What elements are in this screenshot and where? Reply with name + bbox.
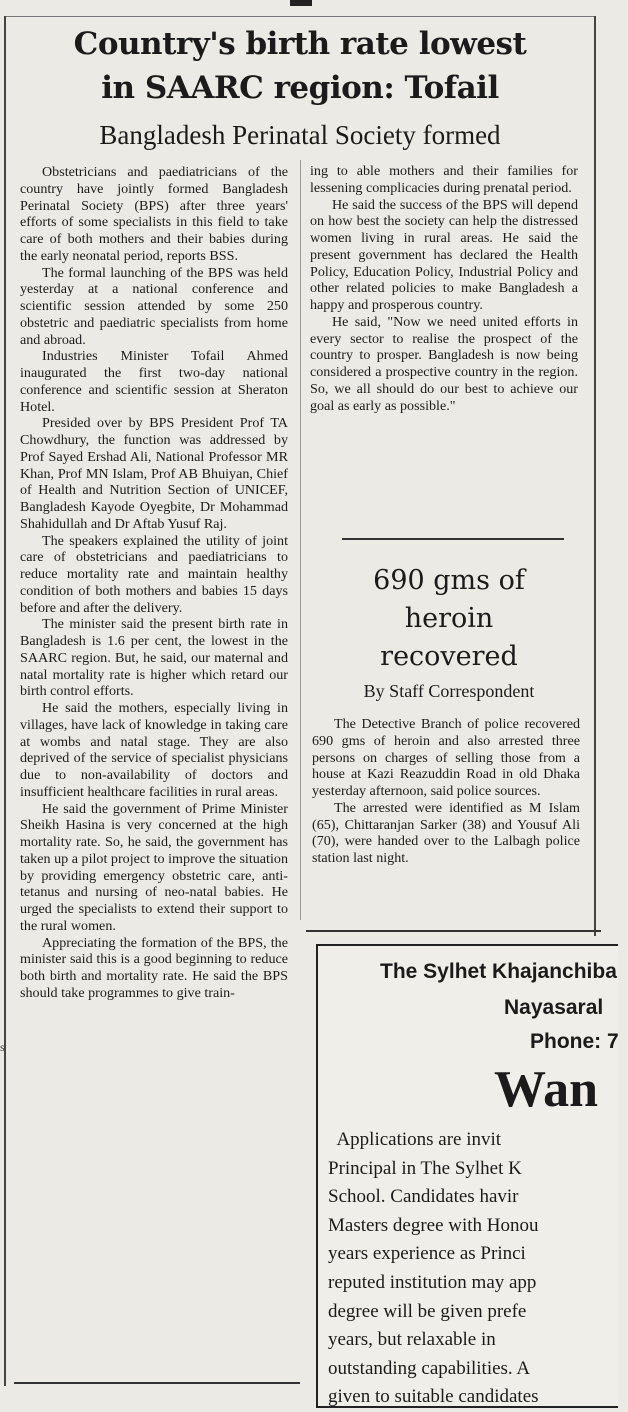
ad-title: Wan: [494, 1061, 599, 1118]
article-paragraph: Presided over by BPS President Prof TA Chowdhury, the function was addressed by Prof Sayed Ershad Ali, National Professor MR Khan, Prof MN Islam, Prof AB Bhuiyan, Chief of Health and Nutrition Section of UNICEF, Bangladesh Kayode Oyegbite, Dr Mohammad Shahidullah and Dr Aftab Yusuf Raj.: [20, 415, 288, 532]
heroin-headline: [318, 562, 580, 676]
article-paragraph: Obstetricians and paediatricians of the country have jointly formed Bangladesh Perinatal Society (BPS) after three years' efforts of some specialists in this field to take care of both mothers and their babies during the early neonatal period, reports BSS.: [20, 164, 288, 264]
heroin-headline-line-2: heroin: [404, 603, 494, 634]
ad-body-line: degree will be given prefe: [328, 1300, 527, 1322]
column-divider: [300, 160, 301, 920]
heroin-paragraph: The arrested were identified as M Islam (65), Chittaranjan Sarker (38) and Yousuf Ali (70), were handed over to the Lalbagh police station last night.: [312, 799, 580, 866]
ad-top-rule: [306, 930, 601, 932]
article-paragraph: He said, "Now we need united efforts in every sector to realise the prospect of the country to prosper. Bangladesh is now being considered a prospective country in the region. So, we all should do our best to achieve our goal as early as possible.": [310, 313, 578, 414]
job-advertisement: [316, 944, 618, 1408]
ad-address: Nayasaral: [504, 996, 604, 1019]
ad-phone: Phone: 7: [530, 1030, 619, 1053]
article-paragraph: The minister said the present birth rate in Bangladesh is 1.6 per cent, the lowest in the SAARC region. But, he said, our maternal and natal mortality rate is higher which retard our birth control efforts.: [20, 616, 288, 700]
article-subhead: Bangladesh Perinatal Society formed: [99, 120, 501, 150]
heroin-paragraph: The Detective Branch of police recovered 690 gms of heroin and also arrested three persons on charges of selling those from a house at Kazi Reazuddin Road in old Dhaka yesterday afternoon, said police sources.: [312, 716, 580, 799]
article-paragraph: Industries Minister Tofail Ahmed inaugurated the first two-day national conference and scientific session at Sheraton Hotel.: [20, 348, 288, 415]
heroin-headline-line-1: 690 gms of: [373, 565, 525, 596]
ad-organization: The Sylhet Khajanchiba: [380, 960, 617, 983]
story-divider: [342, 538, 564, 540]
ad-body-line: Applications are invit: [328, 1129, 502, 1150]
margin-mark: s: [0, 1040, 5, 1054]
bottom-rule: [14, 1382, 300, 1384]
article-column-left: [20, 164, 288, 1002]
article-paragraph: The speakers explained the utility of joint care of obstetricians and paediatricians to reduce mortality rate and maintain healthy condition of both mothers and babies 15 days before and after the delivery.: [20, 532, 288, 616]
ad-body-line: School. Candidates havir: [328, 1186, 519, 1208]
article-paragraph: He said the success of the BPS will depend on how best the society can help the distressed women living in rural areas. He said the present government has declared the Health Policy, Education Policy, Industrial Policy and other related policies to make Bangladesh a happy and prosperous country.: [310, 196, 578, 313]
frame-top-rule: [4, 16, 596, 17]
article-paragraph: The formal launching of the BPS was held yesterday at a national conference and scientific session attended by some 250 obstetric and paediatric specialists from home and abroad.: [20, 264, 288, 348]
headline-line-2: in SAARC region: Tofail: [101, 70, 499, 106]
ad-body-line: reputed institution may app: [328, 1271, 537, 1293]
ad-body: [328, 1126, 628, 1412]
article-headline: [10, 22, 590, 110]
heroin-story-body: [312, 716, 580, 867]
previous-article-fragment: [290, 0, 312, 6]
ad-body-line: Principal in The Sylhet K: [328, 1157, 522, 1179]
headline-line-1: Country's birth rate lowest: [73, 26, 527, 62]
ad-body-line: Masters degree with Honou: [328, 1214, 539, 1236]
article-paragraph: ing to able mothers and their families for lessening complicacies during prenatal period.: [310, 163, 578, 196]
article-paragraph: Appreciating the formation of the BPS, the minister said this is a good beginning to reduce both birth and mortality rate. He said the BPS should take programmes to give train-: [20, 934, 288, 1001]
article-column-right: [310, 163, 578, 414]
heroin-headline-line-3: recovered: [380, 641, 518, 672]
frame-left-rule: [4, 16, 6, 1386]
article-paragraph: He said the mothers, especially living in villages, have lack of knowledge in taking care at wombs and natal stage. They are also deprived of the service of specialist physicians due to non-availability of doctors and insufficient healthcare facilities in rural areas.: [20, 700, 288, 800]
article-paragraph: He said the government of Prime Minister Sheikh Hasina is very concerned at the high mortality rate. So, he said, the government has taken up a pilot project to improve the situation by providing emergency obstetric care, anti-tetanus and nursing of neo-natal babies. He urged the specialists to extend their support to the rural women.: [20, 800, 288, 934]
ad-body-line: outstanding capabilities. A: [328, 1357, 531, 1379]
frame-right-rule: [594, 16, 596, 936]
ad-body-line: years experience as Princi: [328, 1243, 526, 1265]
ad-body-line: years, but relaxable in: [328, 1329, 496, 1351]
ad-body-line: given to suitable candidates: [328, 1386, 539, 1408]
heroin-byline: By Staff Correspondent: [363, 681, 535, 701]
